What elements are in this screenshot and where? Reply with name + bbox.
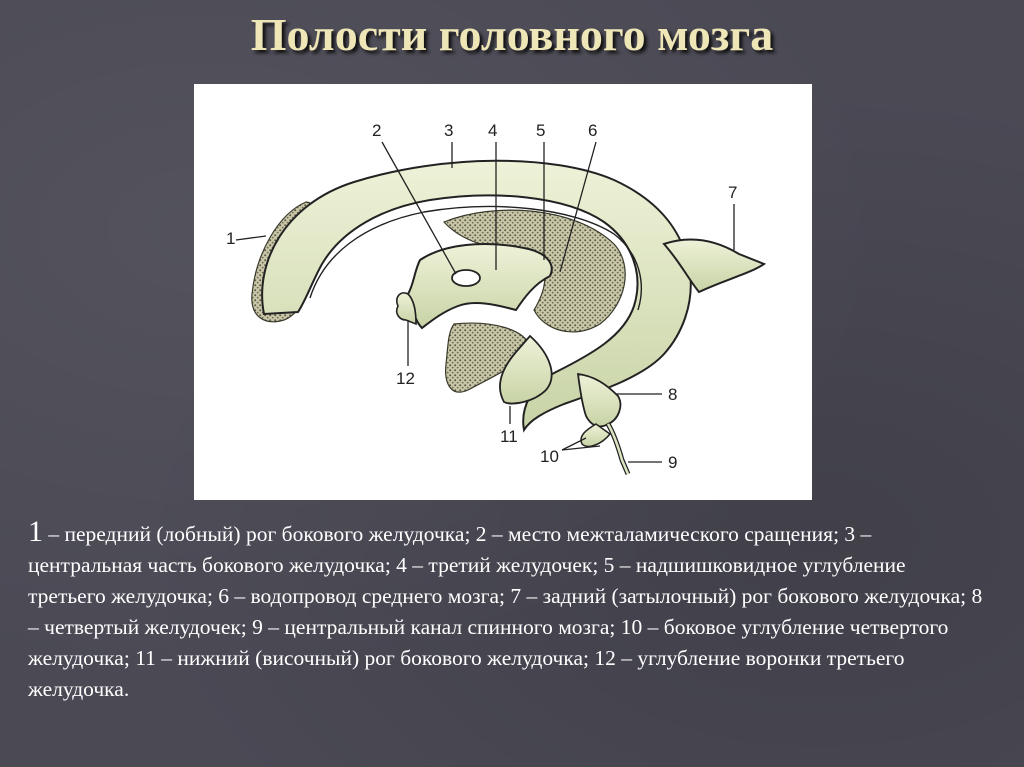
- figure-label-4: 4: [488, 121, 498, 140]
- ventricle-illustration: [194, 84, 812, 500]
- figure-label-8: 8: [668, 385, 678, 404]
- third-ventricle: [408, 244, 552, 328]
- figure-caption: [28, 516, 988, 705]
- caption-first-number: 1: [28, 515, 43, 548]
- figure-label-10: 10: [540, 447, 559, 466]
- figure-label-1: 1: [226, 229, 236, 248]
- figure-label-11: 11: [500, 427, 518, 446]
- caption-text: – передний (лобный) рог бокового желудочка; 2 – место межталамического сращения; 3 – центральная часть бокового желудочка; 4 – третий желудочек; 5 – надшишковидное углубление третьего желудочка; 6 – водопровод среднего мозга; 7 – задний (затылочный) рог бокового желудочка; 8 – четвертый желудочек; 9 – центральный канал спинного мозга; 10 – боковое углубление четвертого желудочка; 11 – нижний (височный) рог бокового желудочка; 12 – углубление воронки третьего желудочка.: [28, 522, 983, 701]
- figure-label-12: 12: [396, 369, 415, 388]
- figure-label-2: 2: [372, 121, 382, 140]
- lateral-recess: [581, 424, 610, 446]
- interthalamic-adhesion: [452, 270, 480, 286]
- ventricle-diagram: [194, 84, 812, 500]
- figure-label-3: 3: [444, 121, 454, 140]
- figure-label-6: 6: [588, 121, 598, 140]
- figure-label-7: 7: [728, 183, 738, 202]
- figure-label-9: 9: [668, 453, 678, 472]
- slide-title: Полости головного мозга: [250, 9, 774, 60]
- figure-label-5: 5: [536, 121, 546, 140]
